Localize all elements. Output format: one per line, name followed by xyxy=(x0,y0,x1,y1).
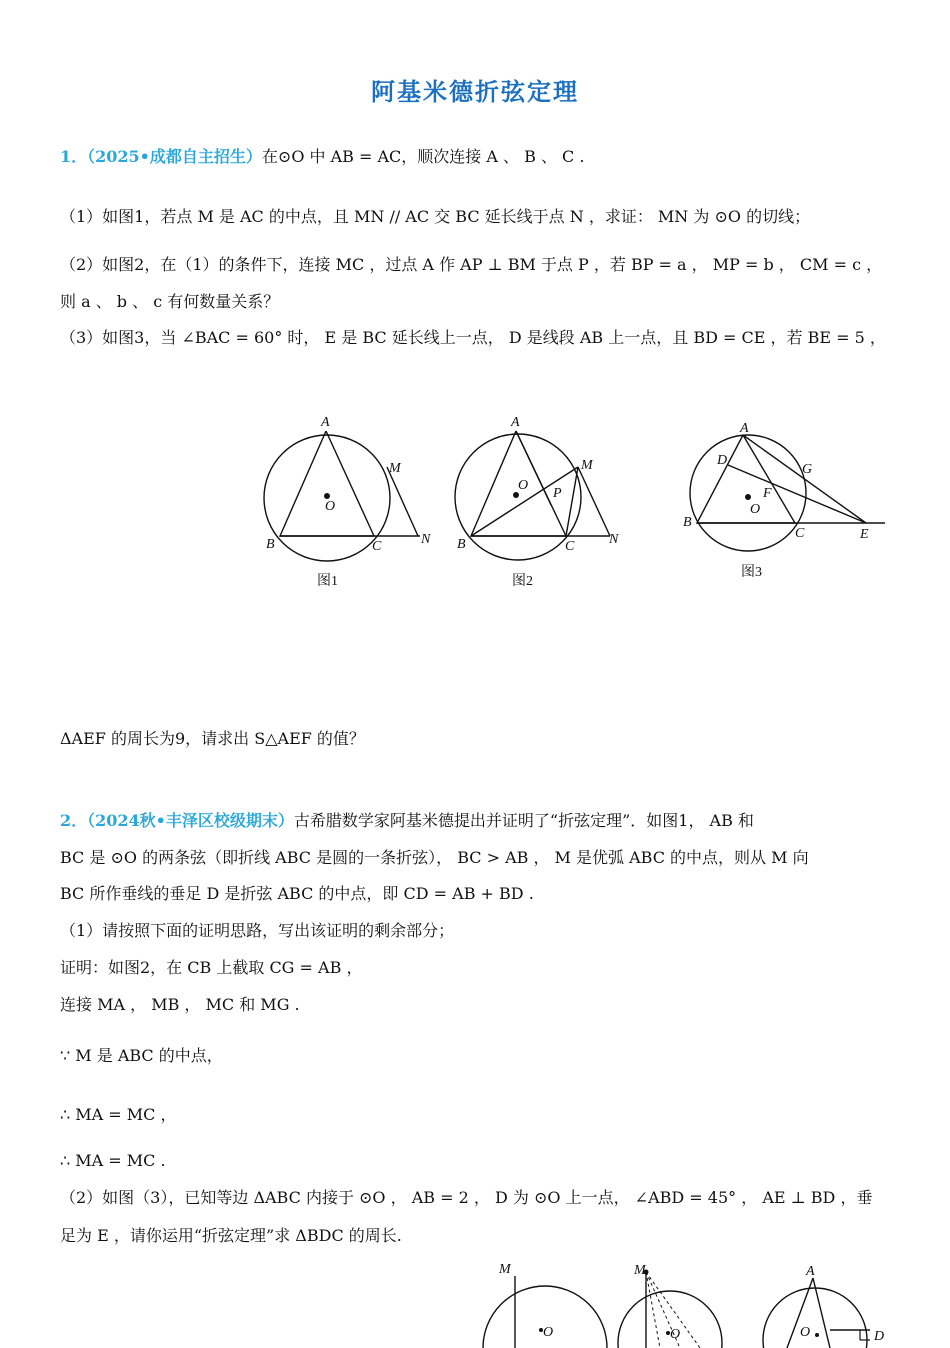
q2-line-2: BC 是 ⊙O 的两条弦（即折线 ABC 是圆的一条折弦）， BC > AB ， M 是优弧 ABC 的中点，则从 M 向 xyxy=(60,848,809,867)
svg-text:N: N xyxy=(421,532,431,547)
q2-figures xyxy=(0,1258,950,1348)
svg-text:D: D xyxy=(874,1329,885,1344)
q1-part1: （1）如图1，若点 M 是 AC 的中点，且 MN // AC 交 BC 延长线于点 N ，求证： MN 为 ⊙O 的切线； xyxy=(60,207,811,226)
svg-text:C: C xyxy=(372,539,382,554)
svg-text:M: M xyxy=(499,1262,511,1277)
svg-text:C: C xyxy=(795,526,805,541)
q2-figure-3 xyxy=(763,1264,884,1348)
q1-stem: 在⊙O 中 AB = AC，顺次连接 A 、 B 、 C . xyxy=(261,147,585,166)
q2-figure-2 xyxy=(618,1263,722,1348)
q2-figure-1 xyxy=(483,1262,607,1348)
q1-number: 1． xyxy=(60,147,88,166)
q2-line-7: ∵ M 是 ABC 的中点， xyxy=(60,1046,223,1065)
figure-3 xyxy=(683,421,885,580)
q1-part2b: 则 a 、 b 、 c 有何数量关系？ xyxy=(60,292,280,311)
svg-text:N: N xyxy=(609,532,619,547)
svg-text:A: A xyxy=(511,415,520,430)
svg-text:O: O xyxy=(670,1327,681,1342)
q2-line-8: ∴ MA = MC ， xyxy=(60,1105,177,1124)
figure-1 xyxy=(264,415,431,589)
svg-text:E: E xyxy=(860,527,869,542)
svg-text:B: B xyxy=(457,537,466,552)
svg-text:A: A xyxy=(740,421,749,436)
q1-part3b: ΔAEF 的周长为9，请求出 S△AEF 的值？ xyxy=(60,729,365,748)
svg-text:图3: 图3 xyxy=(741,565,762,580)
svg-text:O: O xyxy=(325,499,336,514)
q2-line-6: 连接 MA ， MB ， MC 和 MG . xyxy=(60,995,300,1014)
svg-text:A: A xyxy=(806,1264,815,1279)
page-title: 阿基米德折弦定理 xyxy=(371,77,579,106)
svg-text:C: C xyxy=(565,539,575,554)
svg-text:O: O xyxy=(800,1325,811,1340)
q2-line-1 xyxy=(60,809,910,833)
svg-text:A: A xyxy=(321,415,330,430)
svg-text:O: O xyxy=(543,1325,554,1340)
svg-text:M: M xyxy=(389,461,401,476)
svg-text:M: M xyxy=(634,1263,646,1278)
q2-line-9: ∴ MA = MC . xyxy=(60,1151,166,1170)
q1-source: （2025•成都自主招生） xyxy=(87,147,262,166)
q2-line-4: （1）请按照下面的证明思路，写出该证明的剩余部分； xyxy=(60,921,455,940)
q2-intro: 古希腊数学家阿基米德提出并证明了“折弦定理”．如图1， AB 和 xyxy=(293,811,754,830)
q2-number: 2． xyxy=(60,811,88,830)
svg-text:G: G xyxy=(802,462,813,477)
svg-text:B: B xyxy=(683,515,692,530)
svg-text:O: O xyxy=(518,478,529,493)
svg-text:O: O xyxy=(750,502,761,517)
q2-line-3: BC 所作垂线的垂足 D 是折弦 ABC 的中点，即 CD = AB + BD . xyxy=(60,884,534,903)
svg-text:P: P xyxy=(553,486,562,501)
q1-figures xyxy=(0,405,950,605)
svg-text:D: D xyxy=(717,453,728,468)
svg-text:图2: 图2 xyxy=(512,574,533,589)
q1-stem-line xyxy=(60,145,910,169)
svg-text:图1: 图1 xyxy=(317,574,338,589)
q2-line-10: （2）如图（3），已知等边 ΔABC 内接于 ⊙O ， AB = 2 ， D 为 ⊙O 上一点， ∠ABD = 45° ， AE ⊥ BD ，垂 xyxy=(60,1188,873,1207)
svg-text:F: F xyxy=(763,486,772,501)
q2-line-5: 证明：如图2，在 CB 上截取 CG = AB ， xyxy=(60,958,363,977)
q1-part2a: （2）如图2，在（1）的条件下，连接 MC ，过点 A 作 AP ⊥ BM 于点 P ，若 BP = a ， MP = b ， CM = c ， xyxy=(60,255,883,274)
q2-source: （2024秋•丰泽区校级期末） xyxy=(87,811,294,830)
q1-part3a: （3）如图3，当 ∠BAC = 60° 时， E 是 BC 延长线上一点， D 是线段 AB 上一点，且 BD = CE ，若 BE = 5 ， xyxy=(60,328,886,347)
figure-2 xyxy=(455,415,619,589)
svg-text:B: B xyxy=(266,537,275,552)
svg-text:M: M xyxy=(581,458,593,473)
q2-line-11: 足为 E ，请你运用“折弦定理”求 ΔBDC 的周长. xyxy=(60,1226,402,1245)
